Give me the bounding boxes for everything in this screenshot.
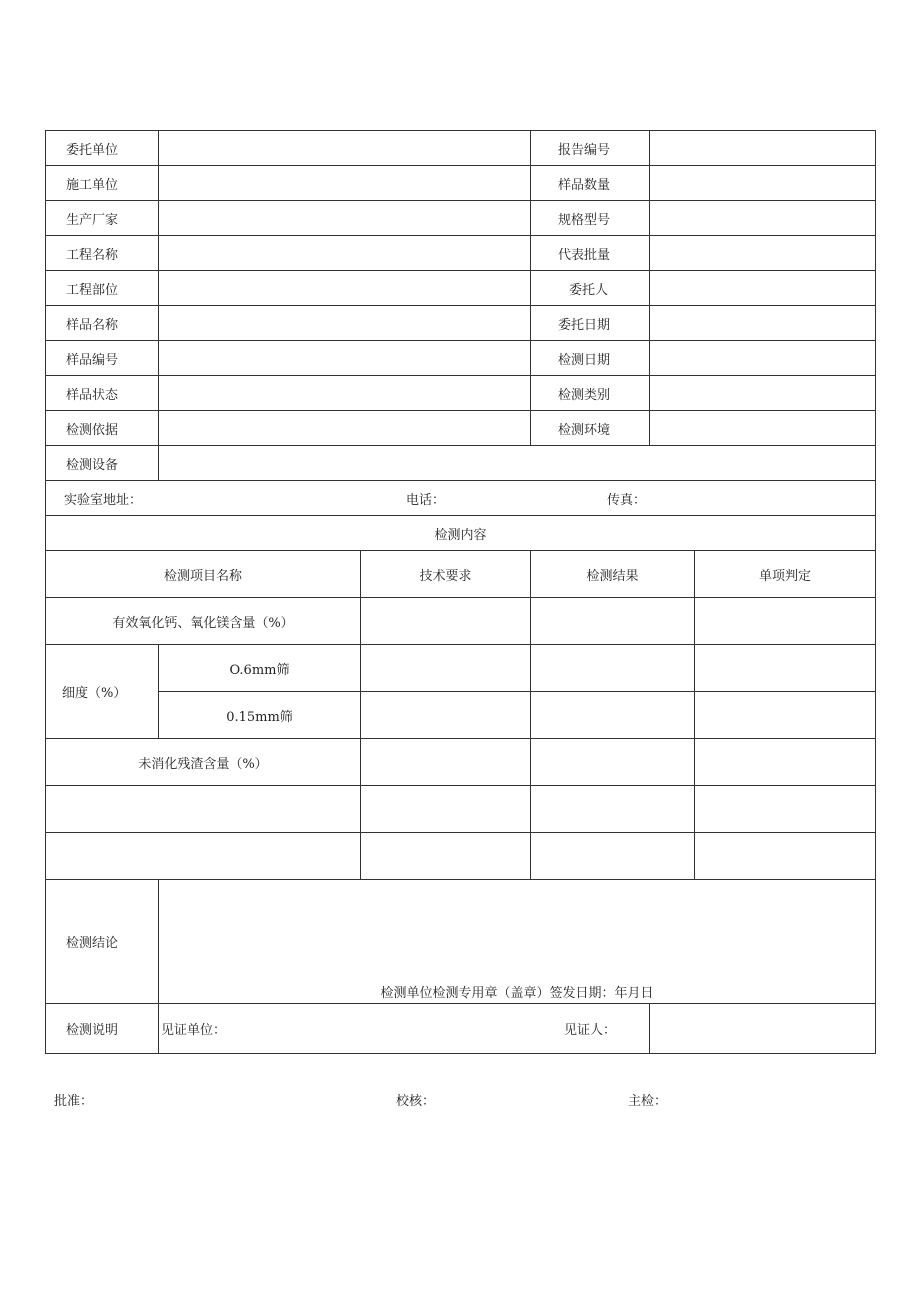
info-value-field[interactable] bbox=[650, 166, 876, 201]
column-header: 检测结果 bbox=[531, 551, 695, 598]
sub-item-name: 0.15mm筛 bbox=[159, 692, 361, 739]
item-name: 细度（%） bbox=[46, 645, 159, 739]
info-label: 施工单位 bbox=[46, 166, 159, 201]
info-value-field[interactable] bbox=[650, 236, 876, 271]
item-name-field[interactable] bbox=[46, 786, 361, 833]
info-value-field[interactable] bbox=[159, 131, 531, 166]
info-label: 生产厂家 bbox=[46, 201, 159, 236]
result-cell[interactable] bbox=[531, 739, 695, 786]
info-label: 检测环境 bbox=[531, 411, 650, 446]
lab-phone-label: 电话： bbox=[406, 492, 446, 508]
info-label: 报告编号 bbox=[531, 131, 650, 166]
info-value-field[interactable] bbox=[650, 201, 876, 236]
info-row bbox=[46, 201, 876, 236]
info-row bbox=[46, 411, 876, 446]
conclusion-field[interactable] bbox=[159, 880, 876, 1004]
info-value-field[interactable] bbox=[159, 306, 531, 341]
info-label: 检测依据 bbox=[46, 411, 159, 446]
notes-row bbox=[46, 1004, 876, 1054]
result-row bbox=[46, 833, 876, 880]
column-header: 技术要求 bbox=[361, 551, 531, 598]
info-label: 样品名称 bbox=[46, 306, 159, 341]
item-name: 有效氧化钙、氧化镁含量（%） bbox=[46, 598, 361, 645]
info-value-field[interactable] bbox=[159, 411, 531, 446]
requirement-cell[interactable] bbox=[361, 692, 531, 739]
info-label: 检测日期 bbox=[531, 341, 650, 376]
result-row bbox=[46, 692, 876, 739]
equipment-row bbox=[46, 446, 876, 481]
info-row bbox=[46, 341, 876, 376]
info-label: 样品状态 bbox=[46, 376, 159, 411]
content-title-row bbox=[46, 516, 876, 551]
info-label: 样品数量 bbox=[531, 166, 650, 201]
info-value-field[interactable] bbox=[650, 376, 876, 411]
info-row bbox=[46, 271, 876, 306]
info-label: 规格型号 bbox=[531, 201, 650, 236]
info-label: 工程部位 bbox=[46, 271, 159, 306]
judgement-cell[interactable] bbox=[695, 833, 876, 880]
equipment-label: 检测设备 bbox=[46, 446, 159, 481]
result-cell[interactable] bbox=[531, 645, 695, 692]
info-label: 样品编号 bbox=[46, 341, 159, 376]
requirement-cell[interactable] bbox=[361, 833, 531, 880]
info-value-field[interactable] bbox=[159, 166, 531, 201]
result-cell[interactable] bbox=[531, 598, 695, 645]
info-label: 委托单位 bbox=[46, 131, 159, 166]
equipment-value-field[interactable] bbox=[159, 446, 876, 481]
seal-signature-text: 检测单位检测专用章（盖章）签发日期：年月日 bbox=[380, 986, 654, 1001]
info-label: 代表批量 bbox=[531, 236, 650, 271]
info-label: 检测类别 bbox=[531, 376, 650, 411]
info-value-field[interactable] bbox=[650, 271, 876, 306]
info-label: 工程名称 bbox=[46, 236, 159, 271]
results-header-row bbox=[46, 551, 876, 598]
info-value-field[interactable] bbox=[159, 376, 531, 411]
info-row bbox=[46, 236, 876, 271]
witness-person-label: 见证人： bbox=[650, 1004, 876, 1054]
result-cell[interactable] bbox=[531, 833, 695, 880]
check-label: 校核： bbox=[396, 1094, 436, 1109]
requirement-cell[interactable] bbox=[361, 645, 531, 692]
requirement-cell[interactable] bbox=[361, 739, 531, 786]
lab-address-label: 实验室地址： bbox=[64, 492, 143, 508]
witness-unit-label: 见证单位： bbox=[159, 1004, 650, 1054]
result-row bbox=[46, 598, 876, 645]
info-row bbox=[46, 376, 876, 411]
result-row bbox=[46, 739, 876, 786]
item-name: 未消化残渣含量（%） bbox=[46, 739, 361, 786]
judgement-cell[interactable] bbox=[695, 692, 876, 739]
info-value-field[interactable] bbox=[650, 306, 876, 341]
content-title: 检测内容 bbox=[46, 516, 876, 551]
lab-info-row bbox=[46, 481, 876, 516]
judgement-cell[interactable] bbox=[695, 598, 876, 645]
info-row bbox=[46, 131, 876, 166]
result-row bbox=[46, 645, 876, 692]
info-value-field[interactable] bbox=[650, 341, 876, 376]
approve-label: 批准： bbox=[54, 1094, 94, 1109]
judgement-cell[interactable] bbox=[695, 645, 876, 692]
info-value-field[interactable] bbox=[650, 411, 876, 446]
info-row bbox=[46, 306, 876, 341]
result-row bbox=[46, 786, 876, 833]
info-value-field[interactable] bbox=[650, 131, 876, 166]
judgement-cell[interactable] bbox=[695, 739, 876, 786]
info-value-field[interactable] bbox=[159, 236, 531, 271]
inspector-label: 主检： bbox=[628, 1094, 668, 1109]
judgement-cell[interactable] bbox=[695, 786, 876, 833]
requirement-cell[interactable] bbox=[361, 598, 531, 645]
result-cell[interactable] bbox=[531, 786, 695, 833]
info-label: 委托日期 bbox=[531, 306, 650, 341]
notes-label: 检测说明 bbox=[46, 1004, 159, 1054]
conclusion-row bbox=[46, 880, 876, 1004]
sub-item-name: O.6mm筛 bbox=[159, 645, 361, 692]
info-label: 委托人 bbox=[531, 271, 650, 306]
conclusion-label: 检测结论 bbox=[46, 880, 159, 1004]
report-table bbox=[45, 130, 876, 1054]
info-value-field[interactable] bbox=[159, 271, 531, 306]
column-header: 检测项目名称 bbox=[46, 551, 361, 598]
result-cell[interactable] bbox=[531, 692, 695, 739]
info-value-field[interactable] bbox=[159, 201, 531, 236]
item-name-field[interactable] bbox=[46, 833, 361, 880]
requirement-cell[interactable] bbox=[361, 786, 531, 833]
info-value-field[interactable] bbox=[159, 341, 531, 376]
column-header: 单项判定 bbox=[695, 551, 876, 598]
lab-fax-label: 传真： bbox=[607, 492, 647, 508]
info-row bbox=[46, 166, 876, 201]
